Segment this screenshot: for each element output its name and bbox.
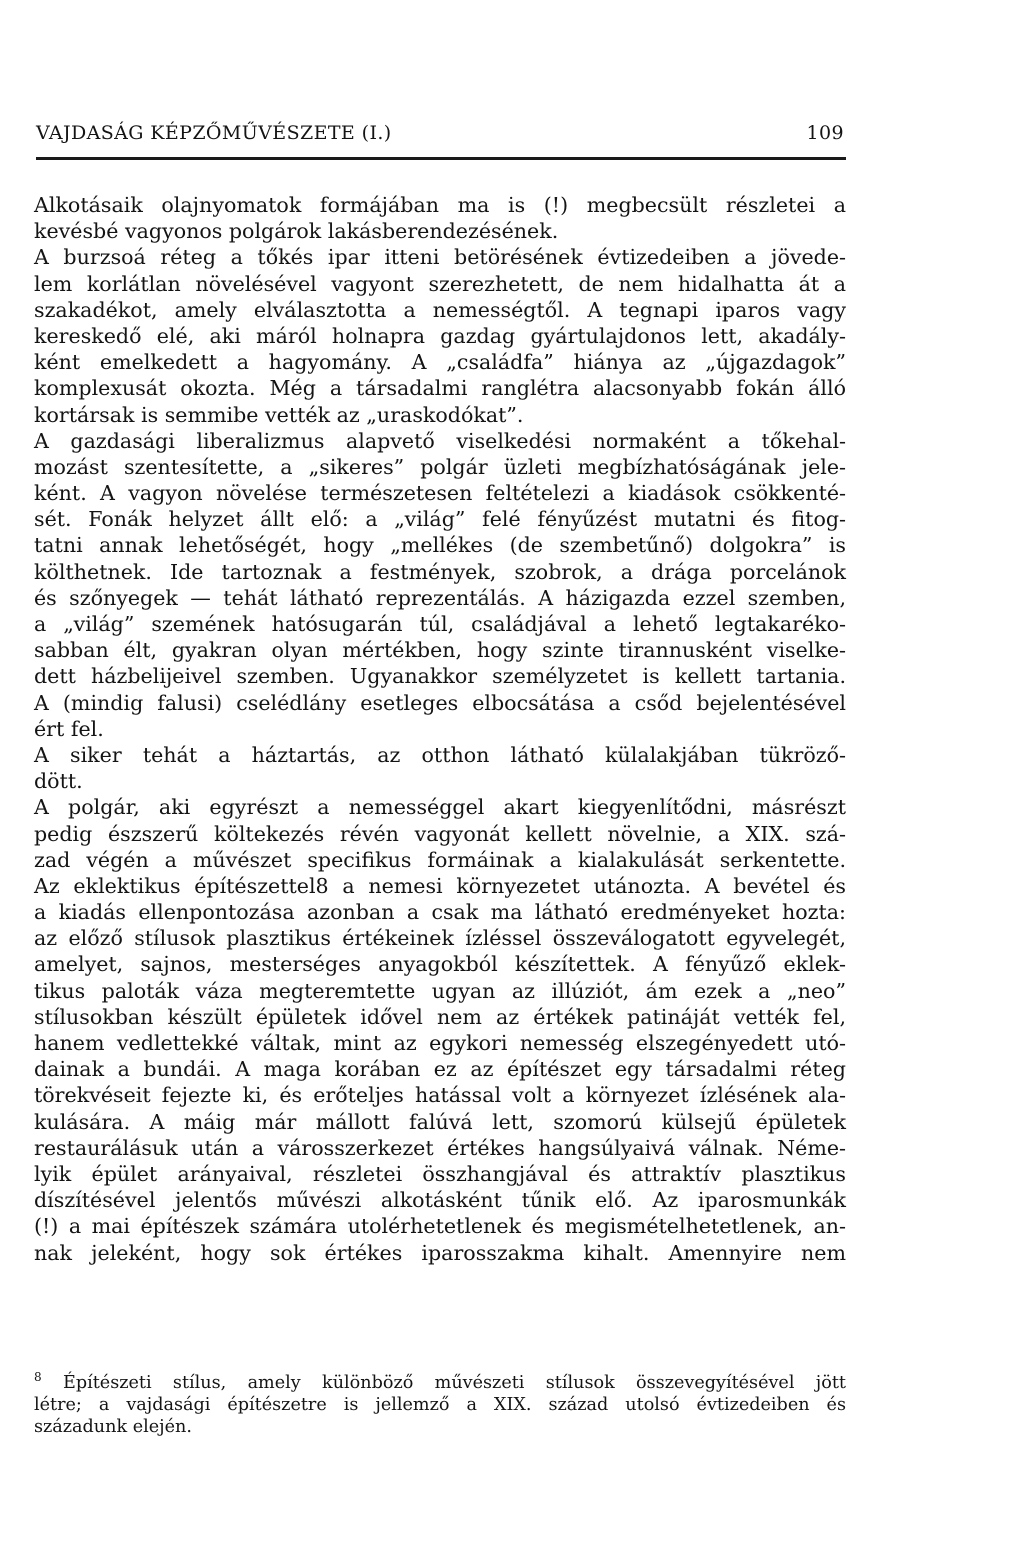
text-line: és szőnyegek — tehát látható reprezentálás. A házigazda ezzel szemben, [34, 585, 846, 610]
footnote-text: Építészeti stílus, amely különböző művészeti stílusok összevegyítésével jött [41, 1373, 846, 1393]
text-line: a kiadás ellenpontozása azonban a csak ma látható eredményeket hozta: [34, 900, 846, 925]
text-line: hanem vedlettekké váltak, mint az egykori nemesség elszegényedett utó- [34, 1031, 846, 1055]
text-line: komplexusát okozta. Még a társadalmi ranglétra alacsonyabb fokán álló [34, 376, 846, 401]
text-line: sabban élt, gyakran olyan mértékben, hogy szinte tirannusként viselke- [34, 638, 846, 663]
text-line: dett házbelijeivel szemben. Ugyanakkor személyzetet is kellett tartania. [34, 664, 846, 689]
text-line: kereskedő elé, aki máról holnapra gazdag gyártulajdonos lett, akadály- [34, 323, 846, 348]
text-line: zad végén a művészet specifikus formáinak a kialakulását serkentette. [34, 847, 846, 872]
text-line: A siker tehát a háztartás, az otthon látható külalakjában tükröző- [34, 742, 846, 767]
text-line: a „világ” szemének hatósugarán túl, családjával a lehető legtakaréko- [34, 612, 846, 636]
text-line: mozást szentesítette, a „sikeres” polgár üzleti megbízhatóságának jele- [34, 454, 846, 479]
text-line: Az eklektikus építészettel8 a nemesi környezetet utánozta. A bevétel és [34, 873, 846, 898]
footnote-line: létre; a vajdasági építészetre is jellemző a XIX. század utolsó évtizedeiben és [34, 1395, 846, 1415]
text-line: tikus paloták váza megteremtette ugyan az illúziót, ám ezek a „neo” [34, 978, 846, 1003]
text-line: restaurálásuk után a városszerkezet értékes hangsúlyaivá válnak. Néme- [34, 1135, 846, 1160]
footnote-line: századunk elején. [34, 1417, 192, 1437]
text-line: ért fel. [34, 716, 104, 741]
running-title: VAJDASÁG KÉPZŐMŰVÉSZETE (I.) [36, 122, 392, 144]
text-line: szakadékot, amely elválasztotta a nemességtől. A tegnapi iparos vagy [34, 297, 846, 322]
footnote-line [34, 1372, 846, 1394]
text-line: az előző stílusok plasztikus értékeinek ízléssel összeválogatott egyvelegét, [34, 926, 846, 951]
header-rule [36, 157, 846, 160]
body-text [34, 192, 846, 1266]
text-line: ként emelkedett a hagyomány. A „családfa” hiánya az „újgazdagok” [34, 350, 846, 375]
text-line: törekvéseit fejezte ki, és erőteljes hatással volt a környezet ízlésének ala- [34, 1083, 846, 1108]
text-line: kulására. A máig már mállott falúvá lett, szomorú külsejű épületek [34, 1109, 846, 1134]
text-line: A (mindig falusi) cselédlány esetleges elbocsátása a csőd bejelentésével [34, 690, 846, 715]
text-line: tatni annak lehetőségét, hogy „mellékes (de szembetűnő) dolgokra” is [34, 533, 846, 558]
text-line: kortársak is semmibe vették az „uraskodókat”. [34, 402, 524, 427]
text-line: költhetnek. Ide tartoznak a festmények, szobrok, a drága porcelánok [34, 559, 846, 584]
text-line: lyik épület arányaival, részletei összhangjával és attraktív plasztikus [34, 1161, 846, 1186]
text-line: dött. [34, 769, 83, 794]
text-line: stílusokban készült épületek idővel nem az értékek patináját vették fel, [34, 1004, 846, 1029]
page-number: 109 [806, 122, 844, 144]
text-line: sét. Fonák helyzet állt elő: a „világ” felé fényűzést mutatni és fitog- [34, 507, 846, 532]
text-line: lem korlátlan növelésével vagyont szerezhetett, de nem hidalhatta át a [34, 271, 846, 296]
text-line: ként. A vagyon növelése természetesen feltételezi a kiadások csökkenté- [34, 481, 846, 506]
footnote-marker: 8 [34, 1370, 42, 1384]
text-line: A burzsoá réteg a tőkés ipar itteni betörésének évtizedeiben a jövede- [34, 245, 846, 270]
text-line: A gazdasági liberalizmus alapvető viselkedési normaként a tőkehal- [34, 428, 846, 453]
text-line: dainak a bundái. A maga korában ez az építészet egy társadalmi réteg [34, 1057, 846, 1082]
text-line: amelyet, sajnos, mesterséges anyagokból készítettek. A fényűző eklek- [34, 952, 846, 977]
running-header [36, 122, 844, 152]
text-line: díszítésével jelentős művészi alkotásként tűnik elő. Az iparosmunkák [34, 1188, 846, 1213]
text-line: pedig észszerű költekezés révén vagyonát kellett növelnie, a XIX. szá- [34, 821, 846, 846]
text-line: kevésbé vagyonos polgárok lakásberendezésének. [34, 219, 559, 244]
text-line: Alkotásaik olajnyomatok formájában ma is (!) megbecsült részletei a [34, 193, 846, 217]
text-line: nak jeleként, hogy sok értékes iparosszakma kihalt. Amennyire nem [34, 1240, 846, 1265]
text-line: A polgár, aki egyrészt a nemességgel akart kiegyenlítődni, másrészt [34, 795, 846, 820]
text-line: (!) a mai építészek számára utolérhetetlenek és megismételhetetlenek, an- [34, 1214, 846, 1239]
footnote [34, 1372, 846, 1438]
